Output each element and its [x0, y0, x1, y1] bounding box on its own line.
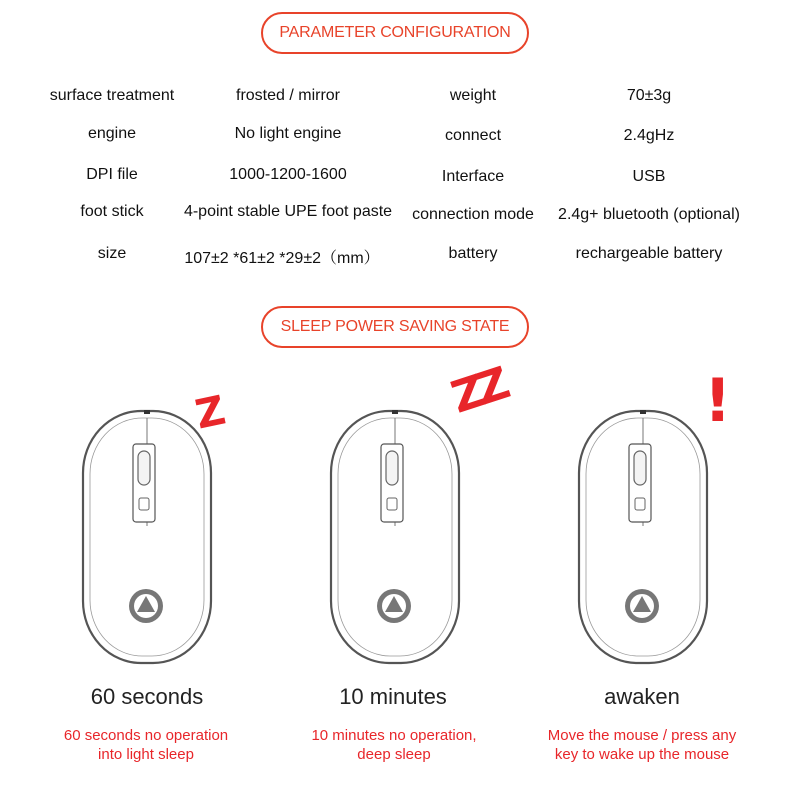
spec-value-connect: 2.4gHz — [623, 127, 675, 144]
awaken-exclamation-icon: ! — [704, 366, 732, 436]
parameter-configuration-title: PARAMETER CONFIGURATION — [261, 12, 529, 54]
spec-value-connection-mode: 2.4g+ bluetooth (optional) — [558, 206, 740, 223]
spec-label-foot-stick: foot stick — [80, 203, 144, 220]
spec-label-connect: connect — [444, 127, 502, 144]
spec-value-engine: No light engine — [234, 125, 342, 142]
spec-value-interface: USB — [632, 168, 666, 185]
desc-deep-sleep-line2: deep sleep — [357, 746, 431, 763]
desc-deep-sleep — [311, 726, 476, 764]
mouse-outline-icon — [576, 408, 710, 666]
sleep-zz-icon: ZZ — [445, 359, 511, 424]
desc-light-sleep — [64, 726, 228, 764]
caption-10-minutes: 10 minutes — [339, 684, 447, 709]
mouse-image-awaken — [576, 408, 710, 666]
spec-value-foot-stick: 4-point stable UPE foot paste — [183, 203, 393, 220]
mouse-outline-icon — [80, 408, 214, 666]
spec-label-battery: battery — [448, 245, 498, 262]
desc-light-sleep-line1: 60 seconds no operation — [63, 727, 229, 744]
spec-value-surface-treatment: frosted / mirror — [235, 87, 341, 104]
spec-value-dpi: 1000-1200-1600 — [229, 166, 347, 183]
spec-label-weight: weight — [449, 87, 497, 104]
spec-value-battery: rechargeable battery — [575, 245, 723, 262]
spec-label-surface-treatment: surface treatment — [49, 87, 175, 104]
desc-awaken — [548, 726, 736, 764]
mouse-image-deep-sleep — [328, 408, 462, 666]
mouse-image-light-sleep — [80, 408, 214, 666]
spec-label-interface: Interface — [441, 168, 505, 185]
spec-label-dpi: DPI file — [86, 166, 138, 183]
caption-awaken: awaken — [604, 684, 680, 709]
mouse-outline-icon — [328, 408, 462, 666]
desc-light-sleep-line2: into light sleep — [98, 746, 194, 763]
caption-60-seconds: 60 seconds — [90, 684, 204, 709]
desc-deep-sleep-line1: 10 minutes no operation, — [311, 727, 477, 744]
spec-value-size: 107±2 *61±2 *29±2（mm） — [184, 250, 380, 267]
spec-value-weight: 70±3g — [626, 87, 672, 104]
desc-awaken-line1: Move the mouse / press any — [547, 727, 737, 744]
sleep-z-icon: Z — [191, 387, 230, 439]
sleep-power-saving-title: SLEEP POWER SAVING STATE — [261, 306, 529, 348]
spec-label-engine: engine — [87, 125, 137, 142]
spec-label-connection-mode: connection mode — [412, 206, 534, 223]
spec-label-size: size — [97, 245, 127, 262]
desc-awaken-line2: key to wake up the mouse — [554, 746, 730, 763]
